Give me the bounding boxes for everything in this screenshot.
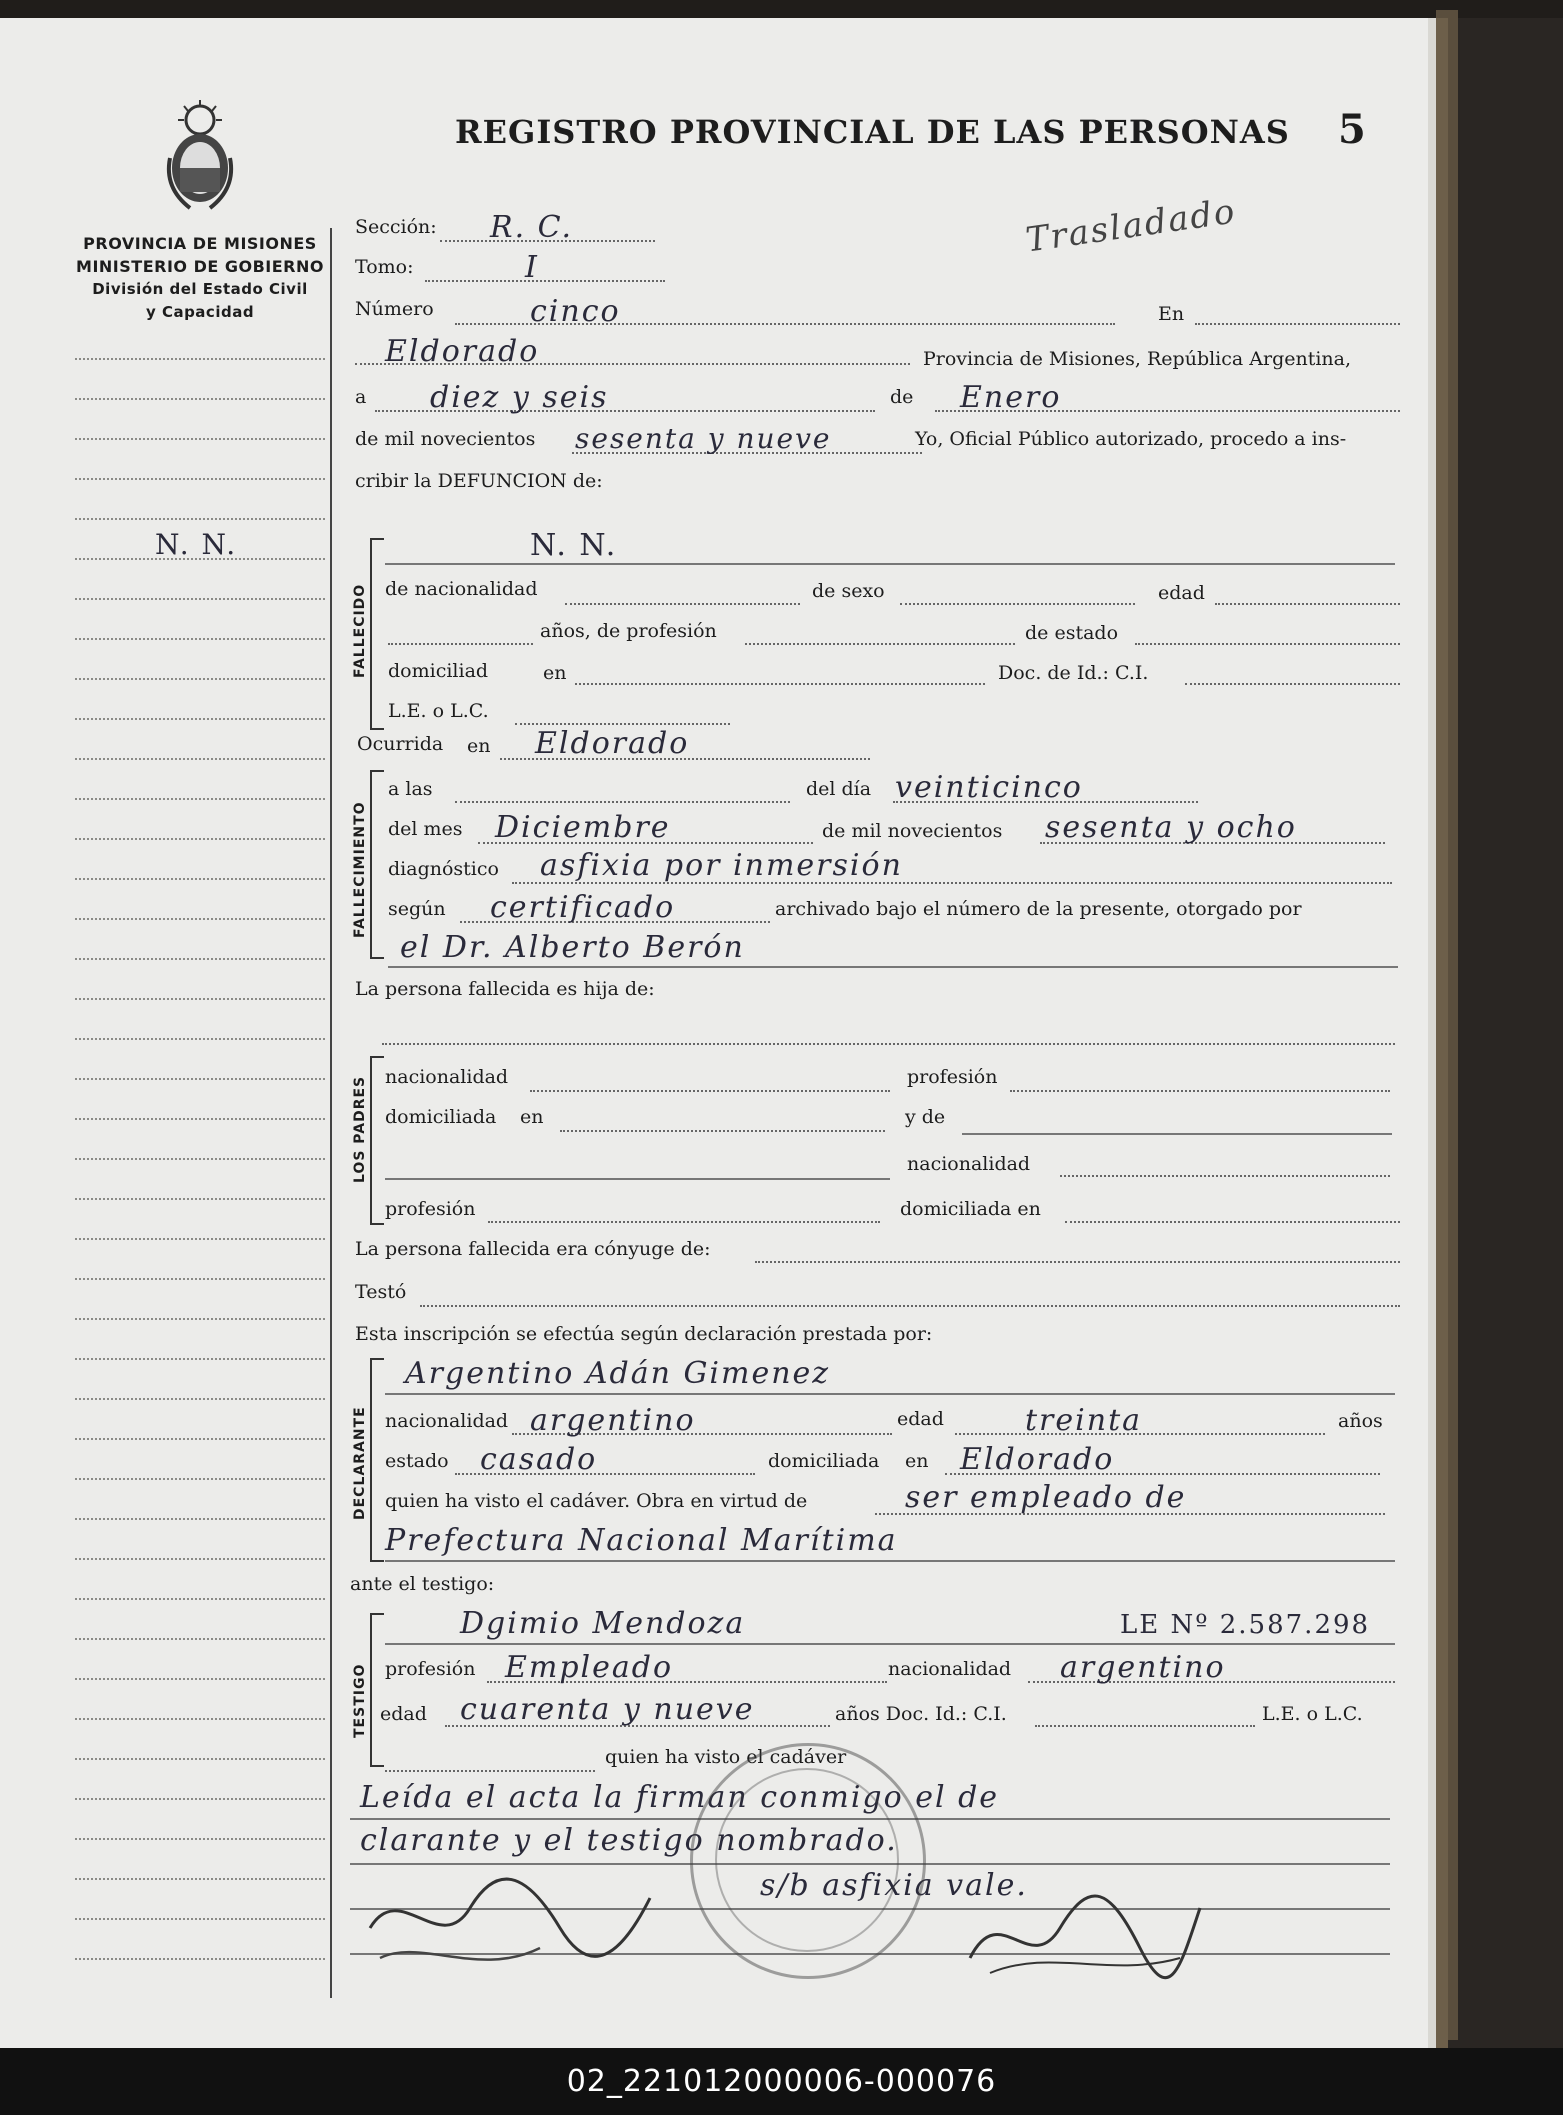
padres-section-label: LOS PADRES [352,1075,368,1183]
margin-ruled-line [75,1638,325,1640]
madre-nacionalidad-line [1060,1175,1390,1177]
book-cover-edge [1436,10,1458,2040]
day-prefix-label: a [355,386,367,408]
declarante-edad-value: treinta [1025,1403,1143,1438]
declarante-anos-label: años [1338,1410,1383,1432]
margin-ruled-line [75,1798,325,1800]
padre-extra-line [385,1178,890,1180]
padre-domiciliada-label: domiciliada [385,1106,497,1128]
testigo-doc-value: LE Nº 2.587.298 [1120,1610,1371,1640]
margin-ruled-line [75,1358,325,1360]
testigo-anos-label: años Doc. Id.: C.I. [835,1703,1007,1725]
fallecido-bracket [370,538,384,730]
fallecido-anos-label: años, de profesión [540,620,717,642]
testo-line [420,1305,1400,1307]
fallecimiento-hora-line [455,801,790,803]
fallecimiento-section-label: FALLECIMIENTO [352,801,368,938]
margin-ruled-line [75,1878,325,1880]
padres-bracket [370,1056,384,1225]
testigo-intro: ante el testigo: [350,1573,495,1595]
provincia-text: Provincia de Misiones, República Argentina, [923,348,1352,370]
fallecido-nacionalidad-line [565,603,800,605]
declarante-virtud-line2 [385,1560,1395,1562]
testigo-edad-label: edad [380,1703,427,1725]
tomo-label: Tomo: [355,256,414,278]
fallecido-le-line [515,723,730,725]
page-number: 5 [1338,106,1366,153]
fallecido-profesion-line [745,643,1015,645]
tomo-value: I [525,250,539,285]
margin-ruled-line [75,358,325,360]
madre-profesion-line [488,1221,880,1223]
segun-label: según [388,898,446,920]
conyuge-text: La persona fallecida era cónyuge de: [355,1238,711,1260]
numero-label: Número [355,298,434,320]
segun-value: certificado [490,890,676,925]
margin-ruled-line [75,1438,325,1440]
closing-text-3: s/b asfixia vale. [760,1868,1028,1903]
coat-of-arms-icon [160,98,240,218]
declarante-edad-label: edad [897,1408,944,1430]
padres-name-line [382,1043,1395,1045]
margin-ruled-line [75,478,325,480]
testigo-profesion-value: Empleado [505,1650,674,1685]
padre-profesion-line [1010,1090,1390,1092]
fallecido-estado-line [1135,643,1400,645]
hija-text: La persona fallecida es hija de: [355,978,655,1000]
margin-ruled-line [75,1158,325,1160]
scan-top-edge [0,0,1563,18]
declarante-domicilio-value: Eldorado [960,1442,1115,1477]
testigo-le-label: L.E. o L.C. [1262,1703,1363,1725]
issuer-capacity: y Capacidad [145,303,255,321]
fallecido-sexo-line [900,603,1135,605]
margin-ruled-line [75,678,325,680]
declarante-nacionalidad-label: nacionalidad [385,1410,509,1432]
fallecimiento-hora-label: a las [388,778,433,800]
testigo-name-line [385,1643,1395,1645]
declarante-section-label: DECLARANTE [352,1406,368,1520]
fallecido-edad-line [1215,603,1400,605]
margin-ruled-line [75,1918,325,1920]
madre-nacionalidad-label: nacionalidad [907,1153,1031,1175]
margin-ruled-lines [75,358,325,1998]
margin-ruled-line [75,1078,325,1080]
closing-text-2: clarante y el testigo nombrado. [360,1823,898,1858]
ocurrida-label: Ocurrida [357,733,444,755]
margin-ruled-line [75,1678,325,1680]
fallecimiento-mes-value: Diciembre [495,810,671,845]
testigo-visto-line [385,1770,595,1772]
declarante-virtud-value2: Prefectura Nacional Marítima [385,1523,898,1558]
margin-ruled-line [75,638,325,640]
fallecimiento-bracket [370,770,384,959]
testigo-name-value: Dgimio Mendoza [460,1606,746,1641]
padre-domicilio-line [560,1130,885,1132]
scan-file-id: 02_221012000006-000076 [566,2064,997,2099]
margin-ruled-line [75,1238,325,1240]
margin-ruled-line [75,1518,325,1520]
padre-profesion-label: profesión [907,1066,998,1088]
diagnostico-label: diagnóstico [388,858,499,880]
fallecimiento-dia-label: del día [806,778,872,800]
testigo-edad-value: cuarenta y nueve [460,1692,755,1727]
margin-ruled-line [75,1758,325,1760]
margin-ruled-line [75,878,325,880]
margin-ruled-line [75,758,325,760]
margin-note: N. N. [155,528,238,561]
en-line [1195,323,1400,325]
seccion-value: R. C. [490,210,574,245]
madre-domicilio-line [1065,1221,1400,1223]
tomo-line [425,280,665,282]
margin-ruled-line [75,998,325,1000]
fallecimiento-mes-label: del mes [388,818,463,840]
en-label: En [1158,303,1185,325]
declaracion-text: Esta inscripción se efectúa según declaración prestada por: [355,1323,933,1345]
issuer-province: PROVINCIA DE MISIONES [83,234,317,253]
ocurrida-en-label: en [467,735,491,757]
inscribir-text: cribir la DEFUNCION de: [355,470,603,492]
margin-ruled-line [75,1318,325,1320]
madre-domiciliada-label: domiciliada en [900,1198,1041,1220]
official-signature [960,1878,1210,1988]
doctor-value: el Dr. Alberto Berón [400,930,745,965]
declarante-virtud-value: ser empleado de [905,1480,1187,1515]
month-prefix-label: de [890,386,914,408]
fallecido-name-line [385,563,1395,565]
fallecimiento-year-label: de mil novecientos [822,820,1003,842]
fallecido-estado-label: de estado [1025,622,1119,644]
fallecido-domicilio-line [575,683,985,685]
testo-text: Testó [355,1281,407,1303]
document-title: REGISTRO PROVINCIAL DE LAS PERSONAS [455,113,1290,151]
margin-ruled-line [75,1598,325,1600]
fallecimiento-dia-value: veinticinco [895,770,1083,805]
fallecido-doc-line [1185,683,1400,685]
margin-ruled-line [75,1718,325,1720]
declarante-en-label: en [905,1450,929,1472]
diagnostico-value: asfixia por inmersión [540,848,903,883]
margin-ruled-line [75,1118,325,1120]
padre-nacionalidad-line [530,1090,890,1092]
testigo-section-label: TESTIGO [352,1663,368,1738]
padre-en-label: en [520,1106,544,1128]
ocurrida-value: Eldorado [535,726,690,761]
testigo-bracket [370,1613,384,1767]
declarante-nacionalidad-value: argentino [530,1403,696,1438]
padre-nacionalidad-label: nacionalidad [385,1066,509,1088]
madre-profesion-label: profesión [385,1198,476,1220]
closing-text-1: Leída el acta la firman conmigo el de [360,1780,1000,1815]
margin-ruled-line [75,1838,325,1840]
margin-ruled-line [75,1198,325,1200]
year-prefix-label: de mil novecientos [355,428,536,450]
fallecimiento-year-value: sesenta y ocho [1045,810,1297,845]
declarante-name-value: Argentino Adán Gimenez [405,1356,831,1391]
oficial-text: Yo, Oficial Público autorizado, procedo a ins- [915,428,1347,450]
declarant-signature [360,1838,660,1988]
register-sheet [0,18,1428,2048]
fallecido-domiciliado-label: domiciliad [388,660,489,682]
month-value: Enero [960,380,1062,415]
place-value: Eldorado [385,334,540,369]
official-seal-inner-ring [715,1768,899,1952]
fallecido-le-label: L.E. o L.C. [388,700,489,722]
margin-ruled-line [75,518,325,520]
margin-ruled-line [75,398,325,400]
margin-ruled-line [75,958,325,960]
madre-name-line [962,1133,1392,1135]
fallecido-anos-line [388,643,533,645]
year-value: sesenta y nueve [575,422,832,455]
issuer-division: División del Estado Civil [92,280,308,298]
conyuge-line [755,1261,1400,1263]
margin-ruled-line [75,598,325,600]
margin-ruled-line [75,718,325,720]
margin-ruled-line [75,1958,325,1960]
testigo-doc-line [1035,1725,1255,1727]
margin-ruled-line [75,838,325,840]
fallecido-name-value: N. N. [530,528,618,563]
day-value: diez y seis [430,380,609,415]
declarante-estado-value: casado [480,1442,598,1477]
seccion-label: Sección: [355,216,437,238]
margin-ruled-line [75,1278,325,1280]
declarante-estado-label: estado [385,1450,449,1472]
fallecido-doc-label: Doc. de Id.: C.I. [998,662,1149,684]
margin-divider [330,228,332,1998]
margin-ruled-line [75,1558,325,1560]
fallecido-edad-label: edad [1158,582,1205,604]
testigo-visto-text: quien ha visto el cadáver [605,1746,847,1768]
declarante-bracket [370,1358,384,1562]
margin-ruled-line [75,918,325,920]
testigo-nacionalidad-label: nacionalidad [888,1658,1012,1680]
doctor-line [388,966,1398,968]
fallecido-section-label: FALLECIDO [352,583,368,678]
margin-ruled-line [75,798,325,800]
margin-ruled-line [75,1398,325,1400]
margin-ruled-line [75,438,325,440]
margin-ruled-line [75,1038,325,1040]
declarante-domiciliada-label: domiciliada [768,1450,880,1472]
fallecido-nacionalidad-label: de nacionalidad [385,578,538,600]
fallecido-en-label: en [543,662,567,684]
margin-ruled-line [75,1478,325,1480]
testigo-profesion-label: profesión [385,1658,476,1680]
madre-label: y de [905,1106,946,1128]
fallecido-sexo-label: de sexo [812,580,885,602]
declarante-visto-text: quien ha visto el cadáver. Obra en virtud de [385,1490,808,1512]
declarante-name-line [385,1393,1395,1395]
numero-value: cinco [530,294,621,329]
archivado-text: archivado bajo el número de la presente, otorgado por [775,898,1302,920]
transferred-annotation: Trasladado [1023,191,1239,261]
issuer-ministry: MINISTERIO DE GOBIERNO [76,257,324,276]
issuer-block [60,232,340,324]
testigo-nacionalidad-value: argentino [1060,1650,1226,1685]
